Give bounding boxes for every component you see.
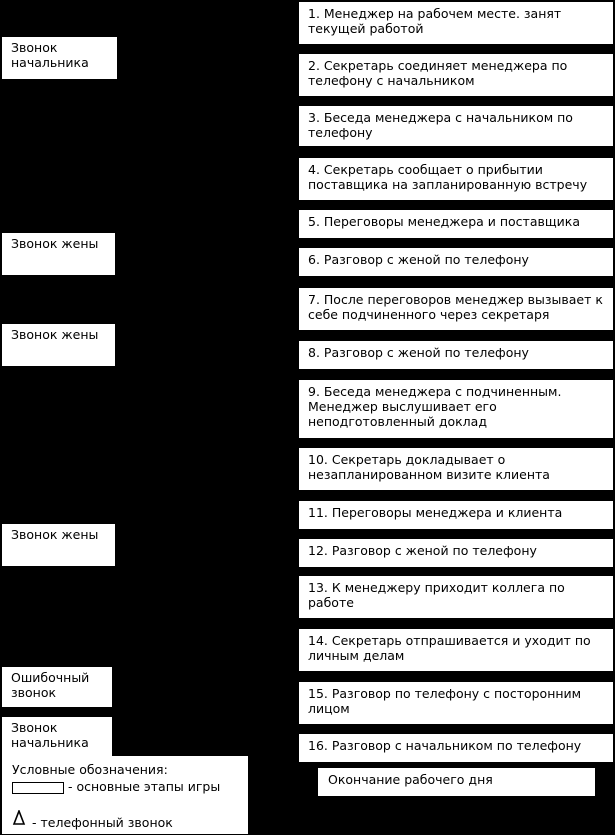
stage-rect-icon (12, 782, 64, 794)
step-box-7: 7. После переговоров менеджер вызывает к себе подчиненного через секретаря (299, 288, 613, 330)
step-box-14: 14. Секретарь отпрашивается и уходит по личным делам (299, 629, 613, 671)
step-box-3: 3. Беседа менеджера с начальником по телефону (299, 106, 613, 146)
legend-title: Условные обозначения: (12, 762, 168, 777)
step-box-1: 1. Менеджер на рабочем месте. занят текущей работой (299, 2, 613, 44)
step-box-16: 16. Разговор с начальником по телефону (299, 734, 613, 762)
call-box-wife-1: Звонок жены (2, 233, 115, 275)
legend (2, 756, 248, 834)
call-box-wrong: Ошибочный звонок (2, 667, 112, 707)
step-box-5: 5. Переговоры менеджера и поставщика (299, 210, 613, 238)
step-box-2: 2. Секретарь соединяет менеджера по телефону с начальником (299, 54, 613, 96)
step-box-12: 12. Разговор с женой по телефону (299, 539, 613, 567)
step-box-10: 10. Секретарь докладывает о незапланированном визите клиента (299, 448, 613, 490)
step-box-8: 8. Разговор с женой по телефону (299, 341, 613, 369)
end-box: Окончание рабочего дня (318, 768, 595, 796)
step-box-9: 9. Беседа менеджера с подчиненным. Менеджер выслушивает его неподготовленный доклад (299, 380, 613, 438)
legend-call-label: - телефонный звонок (32, 815, 173, 830)
call-box-boss-2: Звонок начальника (2, 717, 112, 757)
step-box-6: 6. Разговор с женой по телефону (299, 248, 613, 276)
step-box-15: 15. Разговор по телефону с посторонним лицом (299, 682, 613, 724)
step-box-13: 13. К менеджеру приходит коллега по работе (299, 576, 613, 618)
call-box-wife-3: Звонок жены (2, 524, 115, 566)
phone-call-triangle-icon (12, 810, 26, 826)
call-box-wife-2: Звонок жены (2, 324, 115, 366)
step-box-11: 11. Переговоры менеджера и клиента (299, 501, 613, 529)
step-box-4: 4. Секретарь сообщает о прибытии поставщика на запланированную встречу (299, 158, 613, 200)
call-box-boss-1: Звонок начальника (2, 37, 117, 79)
legend-stage-label: - основные этапы игры (68, 779, 221, 794)
